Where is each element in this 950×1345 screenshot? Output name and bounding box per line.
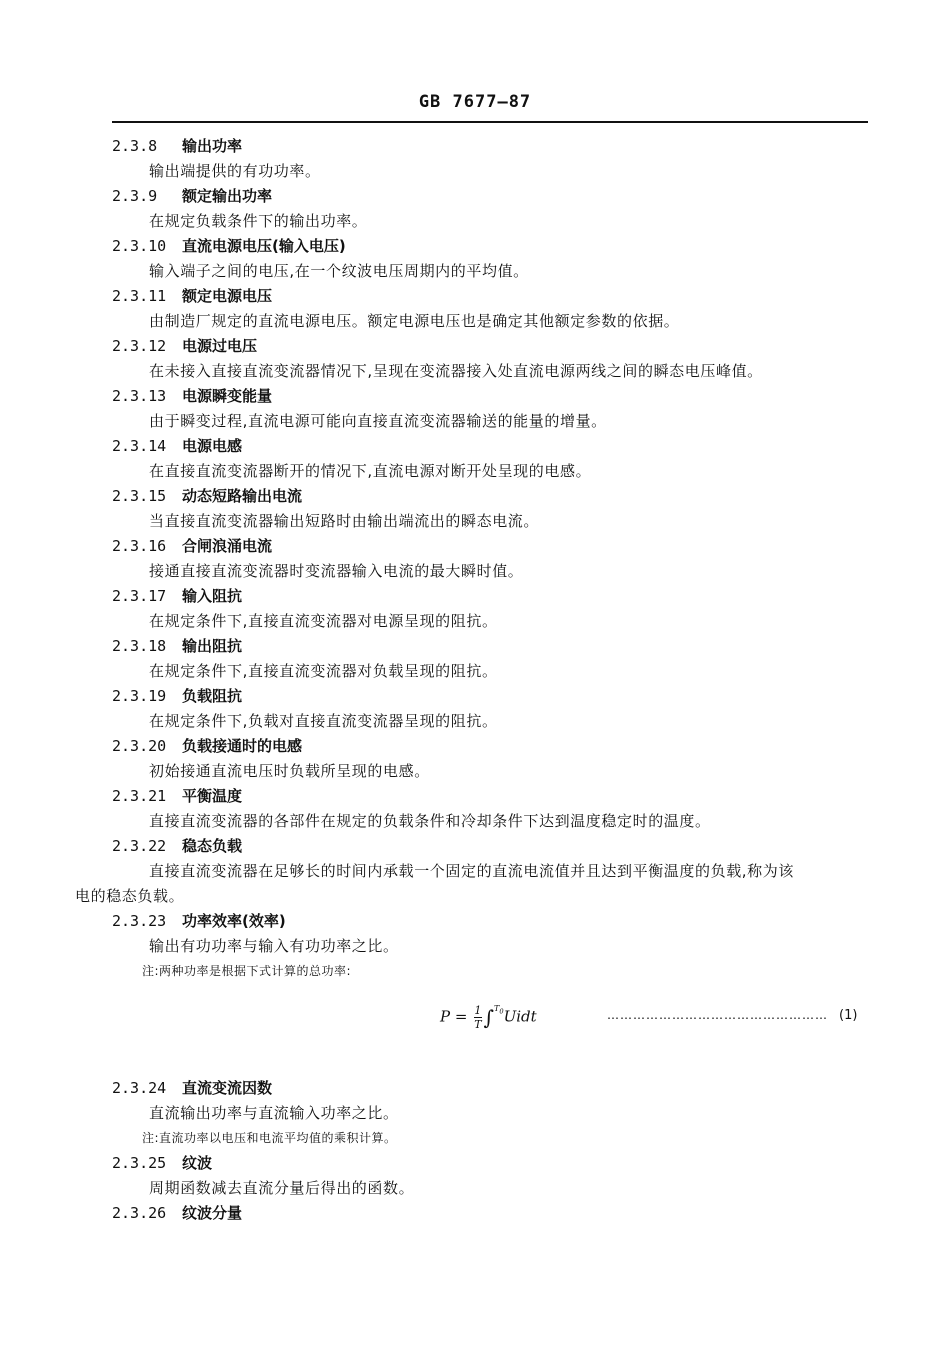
term-number: 2.3.24 [112, 1079, 167, 1097]
term-definition: 直接直流变流器的各部件在规定的负载条件和冷却条件下达到温度稳定时的温度。 [149, 812, 711, 830]
term-entry [112, 284, 872, 334]
term-name: 电源过电压 [182, 337, 258, 355]
term-definition: 在规定负载条件下的输出功率。 [149, 212, 368, 230]
term-name: 输出阻抗 [182, 637, 243, 655]
term-entry [112, 134, 872, 184]
term-definition: 在规定条件下,负载对直接直流变流器呈现的阻抗。 [149, 712, 498, 730]
term-name: 电源电感 [182, 437, 243, 455]
term-definition: 在规定条件下,直接直流变流器对电源呈现的阻抗。 [149, 612, 498, 630]
term-definition: 接通直接直流变流器时变流器输入电流的最大瞬时值。 [149, 562, 524, 580]
term-name: 动态短路输出电流 [182, 487, 303, 505]
formula-denominator: T [474, 1018, 482, 1031]
term-number: 2.3.11 [112, 287, 167, 305]
definition-line: 直接直流变流器在足够长的时间内承载一个固定的直流电流值并且达到平衡温度的负载,称为该 [149, 862, 794, 880]
term-entry [112, 584, 872, 634]
term-entry [112, 334, 872, 384]
term-entry [112, 734, 872, 784]
term-definition: 当直接直流变流器输出短路时由输出端流出的瞬态电流。 [149, 512, 540, 530]
term-name: 直流变流因数 [182, 1079, 273, 1097]
term-definition: 在规定条件下,直接直流变流器对负载呈现的阻抗。 [149, 662, 498, 680]
header-rule [112, 121, 868, 123]
term-name: 输出功率 [182, 137, 243, 155]
term-definition: 输出端提供的有功功率。 [149, 162, 321, 180]
formula-numerator: 1 [474, 1004, 482, 1017]
term-entry [112, 1151, 872, 1201]
term-definition: 初始接通直流电压时负载所呈现的电感。 [149, 762, 430, 780]
term-definition: 周期函数减去直流分量后得出的函数。 [149, 1179, 415, 1197]
term-note: 注:直流功率以电压和电流平均值的乘积计算。 [142, 1131, 397, 1145]
term-entry [112, 384, 872, 434]
term-name: 功率效率(效率) [182, 912, 286, 930]
term-entry [112, 909, 872, 984]
term-entry [75, 834, 872, 909]
term-number: 2.3.16 [112, 537, 167, 555]
term-entry [112, 234, 872, 284]
formula-equals: = [454, 1007, 468, 1026]
term-number: 2.3.25 [112, 1154, 167, 1172]
term-number: 2.3.15 [112, 487, 167, 505]
term-number: 2.3.9 [112, 187, 158, 205]
term-number: 2.3.17 [112, 587, 167, 605]
integral-sign: ∫ [483, 1005, 494, 1030]
term-name: 稳态负载 [182, 837, 243, 855]
term-number: 2.3.26 [112, 1204, 167, 1222]
term-list-a [112, 134, 872, 834]
term-entry [112, 434, 872, 484]
term-entry [112, 534, 872, 584]
term-entry [112, 634, 872, 684]
integral-lower: 0 [499, 1007, 504, 1016]
term-definition: 输入端子之间的电压,在一个纹波电压周期内的平均值。 [149, 262, 529, 280]
term-number: 2.3.23 [112, 912, 167, 930]
term-definition: 在未接入直接直流变流器情况下,呈现在变流器接入处直流电源两线之间的瞬态电压峰值。 [149, 362, 763, 380]
term-number: 2.3.19 [112, 687, 167, 705]
document-body [75, 134, 872, 1226]
term-entry [112, 1201, 872, 1226]
formula-integrand: Uidt [503, 1007, 537, 1026]
term-name: 纹波 [182, 1154, 213, 1172]
term-number: 2.3.8 [112, 137, 158, 155]
formula-block [112, 990, 872, 1076]
term-entry [112, 184, 872, 234]
equation-number: (1) [839, 1008, 858, 1023]
term-entry [112, 784, 872, 834]
term-name: 合闸浪涌电流 [182, 537, 273, 555]
formula-lhs: P [440, 1007, 451, 1026]
definition-line: 电的稳态负载。 [75, 887, 185, 905]
term-number: 2.3.22 [112, 837, 167, 855]
term-entry [112, 1076, 872, 1151]
term-number: 2.3.18 [112, 637, 167, 655]
term-definition [75, 859, 872, 909]
term-number: 2.3.13 [112, 387, 167, 405]
term-number: 2.3.20 [112, 737, 167, 755]
term-entry [112, 684, 872, 734]
term-number: 2.3.21 [112, 787, 167, 805]
term-name: 纹波分量 [182, 1204, 243, 1222]
term-name: 直流电源电压(输入电压) [182, 237, 346, 255]
term-number: 2.3.14 [112, 437, 167, 455]
term-name: 额定电源电压 [182, 287, 273, 305]
term-name: 输入阻抗 [182, 587, 243, 605]
term-name: 平衡温度 [182, 787, 243, 805]
term-definition: 由制造厂规定的直流电源电压。额定电源电压也是确定其他额定参数的依据。 [149, 312, 680, 330]
term-definition: 在直接直流变流器断开的情况下,直流电源对断开处呈现的电感。 [149, 462, 592, 480]
term-number: 2.3.12 [112, 337, 167, 355]
term-definition: 直流输出功率与直流输入功率之比。 [149, 1104, 399, 1122]
dot-leader: …………………………………………… [607, 1008, 828, 1022]
power-formula [440, 1004, 537, 1031]
term-name: 额定输出功率 [182, 187, 273, 205]
formula-fraction [474, 1004, 481, 1031]
term-note: 注:两种功率是根据下式计算的总功率: [142, 964, 352, 978]
term-name: 负载接通时的电感 [182, 737, 303, 755]
standard-header: GB 7677—87 [418, 92, 532, 112]
integral-limits [494, 1004, 504, 1016]
integral-upper: T [494, 1004, 500, 1013]
term-list-b [112, 1076, 872, 1201]
term-definition: 由于瞬变过程,直流电源可能向直接直流变流器输送的能量的增量。 [149, 412, 607, 430]
term-definition: 输出有功功率与输入有功功率之比。 [149, 937, 399, 955]
term-number: 2.3.10 [112, 237, 167, 255]
term-name: 电源瞬变能量 [182, 387, 273, 405]
term-entry [112, 484, 872, 534]
term-name: 负载阻抗 [182, 687, 243, 705]
